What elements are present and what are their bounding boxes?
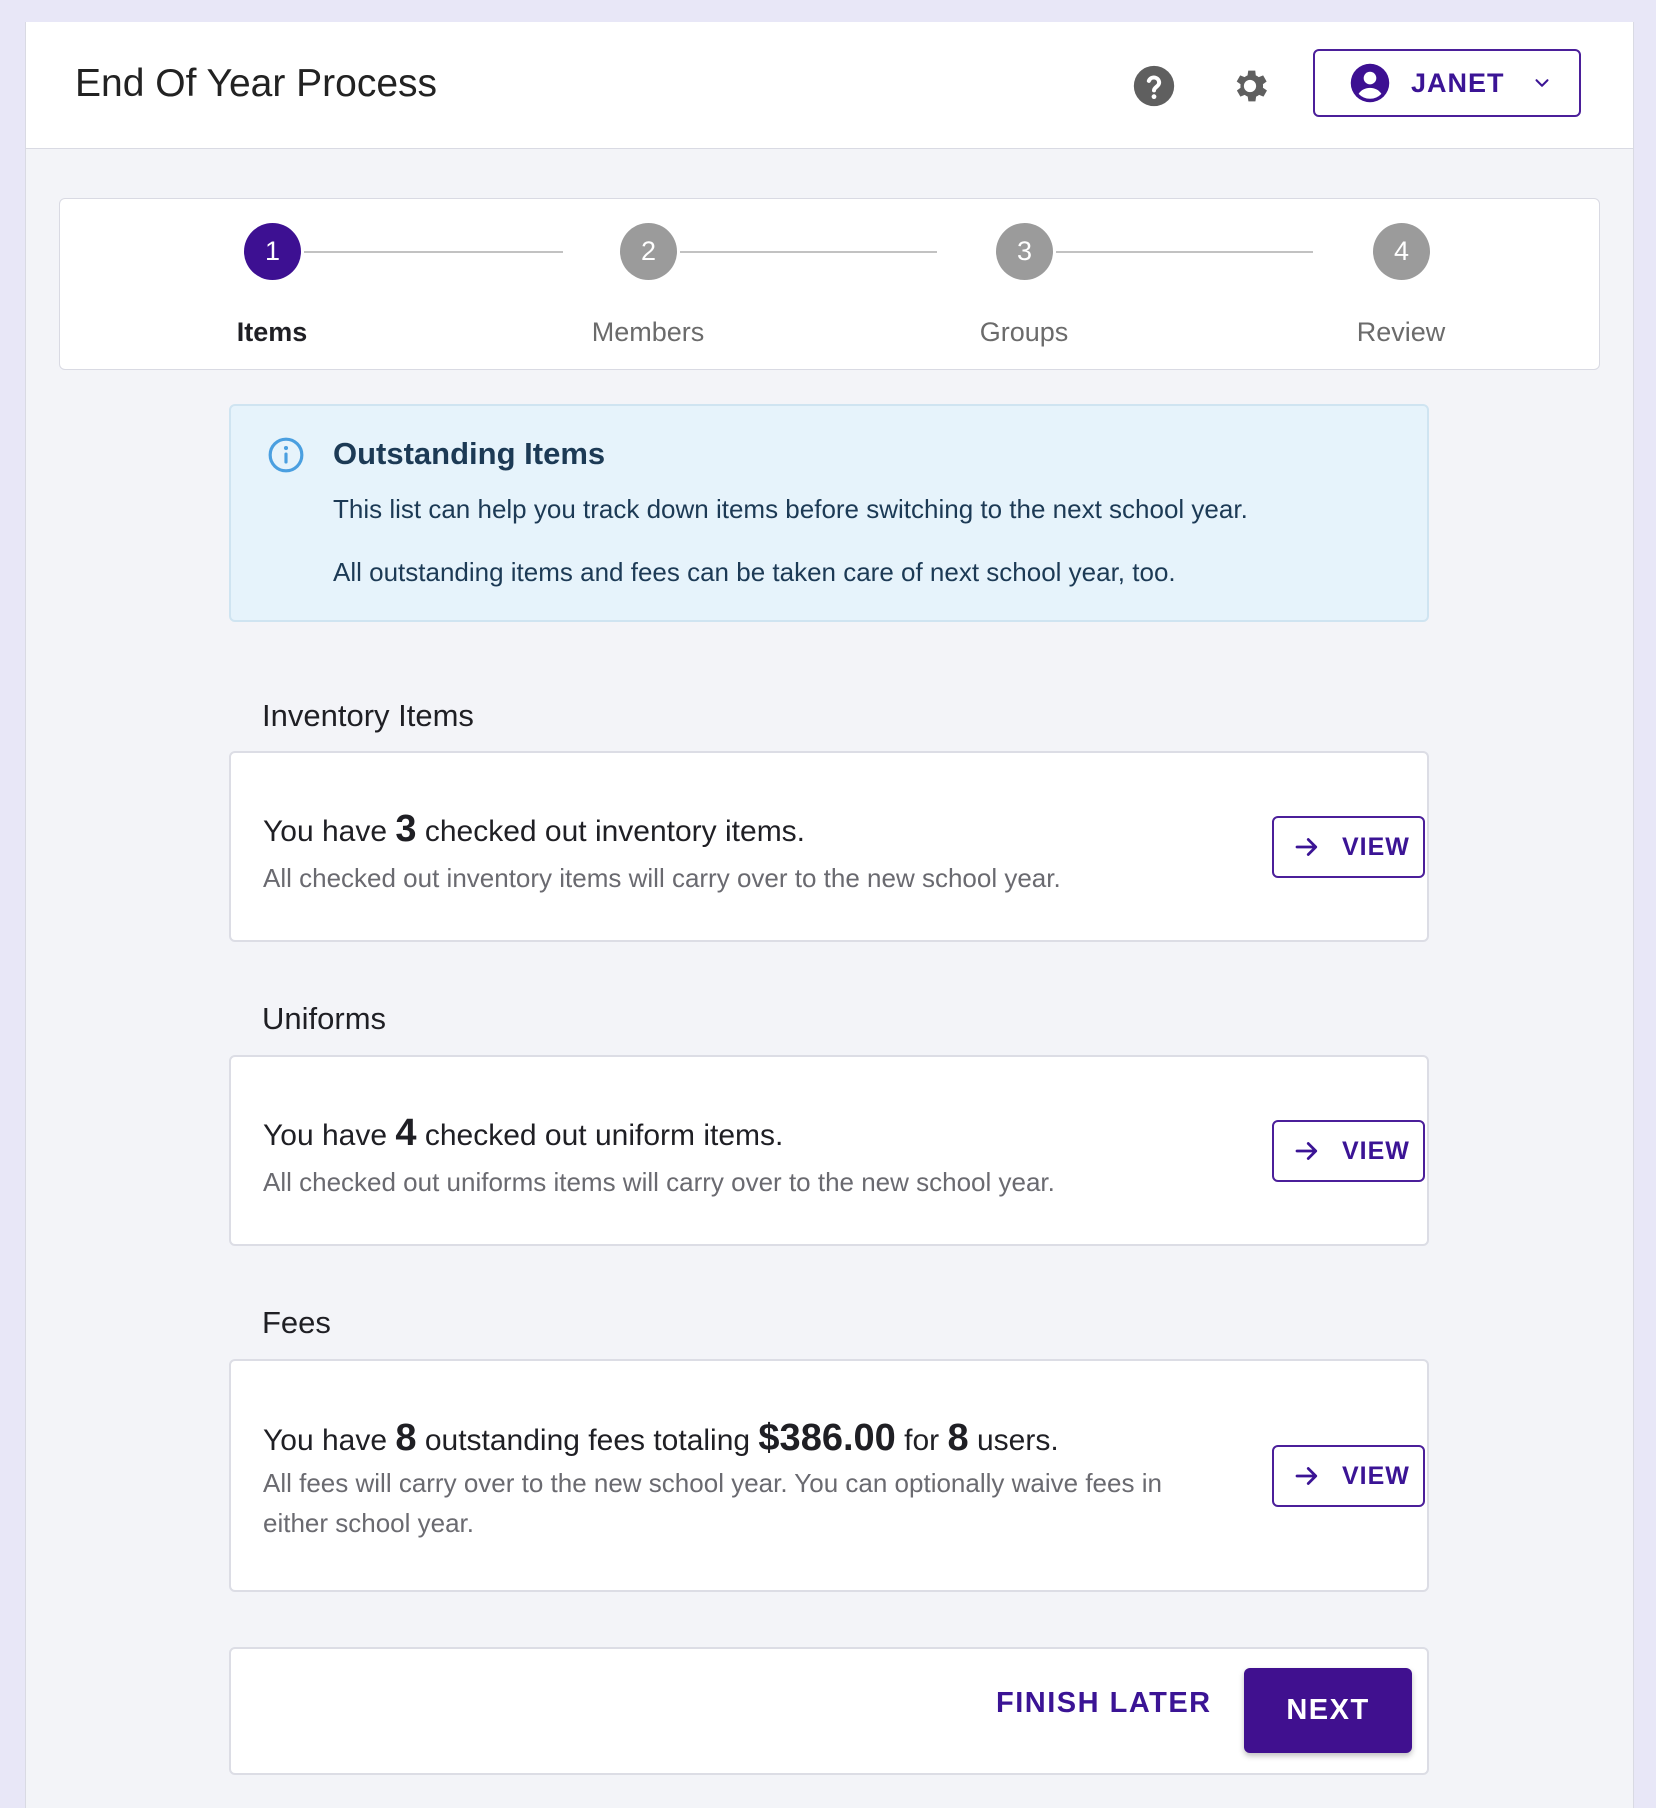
inventory-description: All checked out inventory items will carry over to the new school year. (263, 863, 1061, 893)
settings-button[interactable] (1226, 62, 1274, 110)
fees-card (229, 1359, 1429, 1592)
summary-text: checked out inventory items. (416, 815, 806, 848)
step-number: 1 (244, 223, 301, 280)
summary-text: checked out uniform items. (416, 1119, 784, 1152)
uniforms-description: All checked out uniforms items will carry over to the new school year. (263, 1167, 1055, 1197)
step-items[interactable] (162, 199, 382, 371)
inventory-count: 3 (395, 808, 417, 850)
section-heading-fees: Fees (262, 1305, 331, 1340)
user-name: JANET (1411, 67, 1505, 98)
fees-summary (263, 1417, 1059, 1460)
fees-total: $386.00 (758, 1417, 896, 1459)
view-uniforms-button[interactable] (1272, 1120, 1425, 1182)
view-label: VIEW (1342, 1461, 1410, 1490)
fees-count: 8 (395, 1417, 417, 1459)
step-number: 2 (620, 223, 677, 280)
app-window (25, 22, 1634, 1808)
help-button[interactable] (1130, 62, 1178, 110)
info-title: Outstanding Items (333, 436, 606, 471)
view-label: VIEW (1342, 1136, 1410, 1165)
step-groups[interactable] (914, 199, 1134, 371)
top-bar (26, 22, 1633, 149)
finish-later-button[interactable]: FINISH LATER (996, 1687, 1212, 1719)
page-title: End Of Year Process (75, 62, 438, 105)
summary-text: You have (263, 1119, 396, 1152)
view-fees-button[interactable] (1272, 1445, 1425, 1507)
step-label: Items (236, 317, 308, 347)
step-number: 3 (996, 223, 1053, 280)
summary-text: You have (263, 1424, 396, 1457)
summary-text: You have (263, 815, 396, 848)
progress-stepper (59, 198, 1600, 370)
summary-text: users. (968, 1424, 1059, 1457)
next-button[interactable]: NEXT (1244, 1668, 1412, 1753)
info-text: This list can help you track down items before switching to the next school year. (333, 494, 1248, 524)
account-circle-icon (1349, 62, 1391, 104)
summary-text: for (895, 1424, 948, 1457)
gear-icon (1229, 65, 1271, 107)
step-label: Members (591, 317, 705, 347)
arrow-right-icon (1292, 832, 1322, 862)
uniforms-count: 4 (395, 1112, 417, 1154)
step-number: 4 (1373, 223, 1430, 280)
arrow-right-icon (1292, 1136, 1322, 1166)
uniforms-summary (263, 1112, 783, 1155)
chevron-down-icon (1531, 72, 1553, 94)
step-label: Groups (979, 317, 1069, 347)
summary-text: outstanding fees totaling (416, 1424, 759, 1457)
view-inventory-button[interactable] (1272, 816, 1425, 878)
fees-description: All fees will carry over to the new school year. You can optionally waive fees in either school year. (263, 1468, 1162, 1538)
footer-actions (229, 1647, 1429, 1775)
info-icon (267, 436, 305, 474)
uniforms-card (229, 1055, 1429, 1246)
step-members[interactable] (538, 199, 758, 371)
view-label: VIEW (1342, 832, 1410, 861)
section-heading-uniforms: Uniforms (262, 1001, 387, 1036)
info-text: All outstanding items and fees can be taken care of next school year, too. (333, 557, 1176, 587)
help-circle-icon (1132, 64, 1176, 108)
section-heading-inventory: Inventory Items (262, 698, 474, 733)
arrow-right-icon (1292, 1461, 1322, 1491)
step-label: Review (1356, 317, 1446, 347)
fees-user-count: 8 (947, 1417, 969, 1459)
inventory-summary (263, 808, 805, 851)
step-review[interactable] (1291, 199, 1511, 371)
user-menu-button[interactable] (1313, 49, 1581, 117)
inventory-card (229, 751, 1429, 942)
info-alert (229, 404, 1429, 622)
